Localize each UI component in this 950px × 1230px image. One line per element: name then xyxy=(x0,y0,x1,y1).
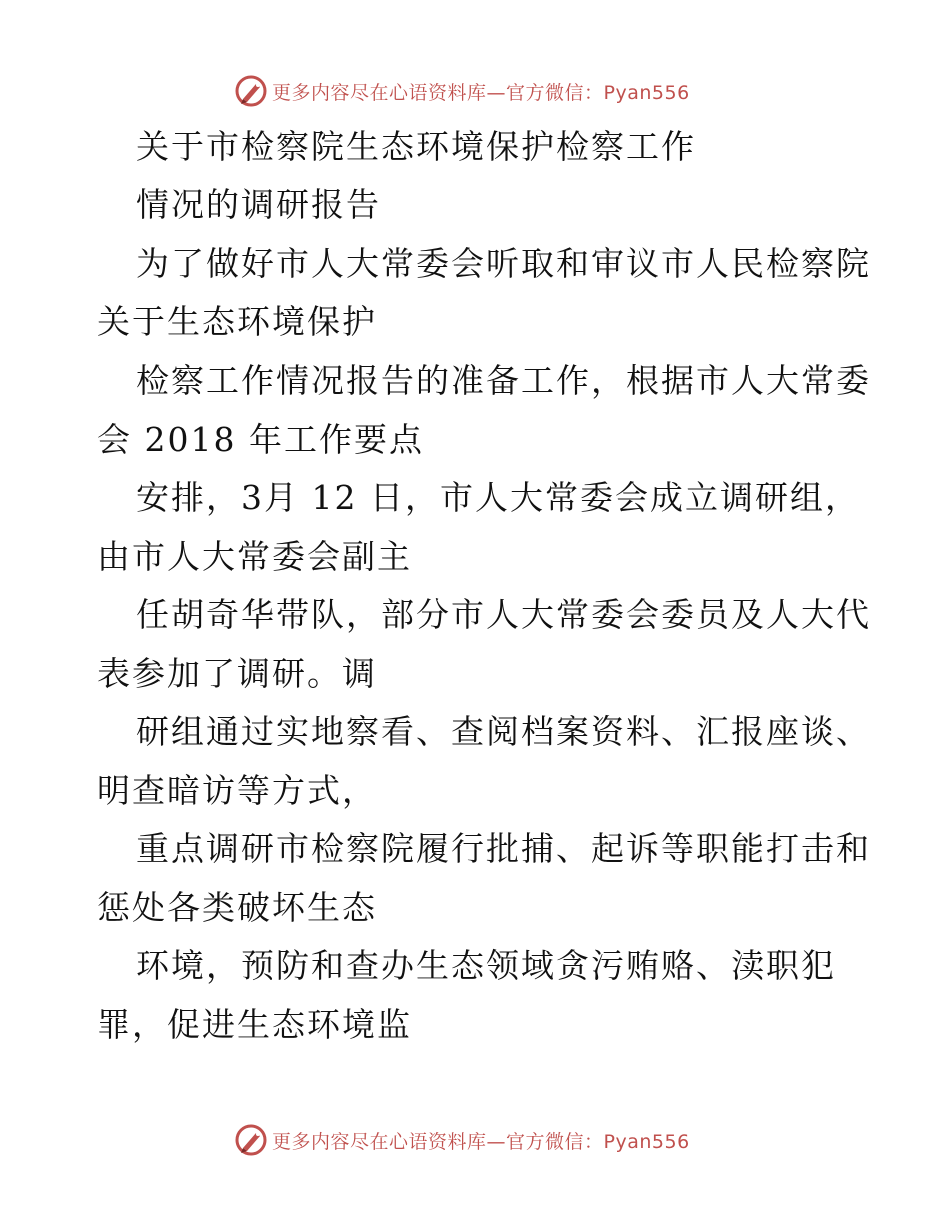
text-line: 检察工作情况报告的准备工作，根据市人大常委 xyxy=(136,361,871,400)
text-line: 由市人大常委会副主 xyxy=(97,537,412,576)
text-line: 罪，促进生态环境监 xyxy=(97,1005,412,1044)
text-line: 环境，预防和查办生态领域贪污贿赂、渎职犯 xyxy=(136,946,836,985)
text-line: 安排，3月 12 日，市人大常委会成立调研组， xyxy=(136,478,860,517)
footer-banner xyxy=(234,1122,690,1158)
text-line: 关于生态环境保护 xyxy=(97,302,377,341)
text-line: 研组通过实地察看、查阅档案资料、汇报座谈、 xyxy=(136,712,871,751)
text-line: 会 2018 年工作要点 xyxy=(97,420,424,459)
text-line: 惩处各类破坏生态 xyxy=(97,888,377,927)
text-line: 表参加了调研。调 xyxy=(97,654,377,693)
pen-logo-icon xyxy=(234,1123,268,1157)
banner-text: 更多内容尽在心语资料库—官方微信：Pyan556 xyxy=(272,1130,690,1153)
title-line-2: 情况的调研报告 xyxy=(136,185,381,224)
title-line-1: 关于市检察院生态环境保护检察工作 xyxy=(136,127,696,166)
banner-text: 更多内容尽在心语资料库—官方微信：Pyan556 xyxy=(272,81,690,104)
text-line: 明查暗访等方式， xyxy=(97,771,377,810)
text-line: 任胡奇华带队，部分市人大常委会委员及人大代 xyxy=(136,595,871,634)
text-line: 为了做好市人大常委会听取和审议市人民检察院 xyxy=(136,244,871,283)
text-line: 重点调研市检察院履行批捕、起诉等职能打击和 xyxy=(136,829,871,868)
